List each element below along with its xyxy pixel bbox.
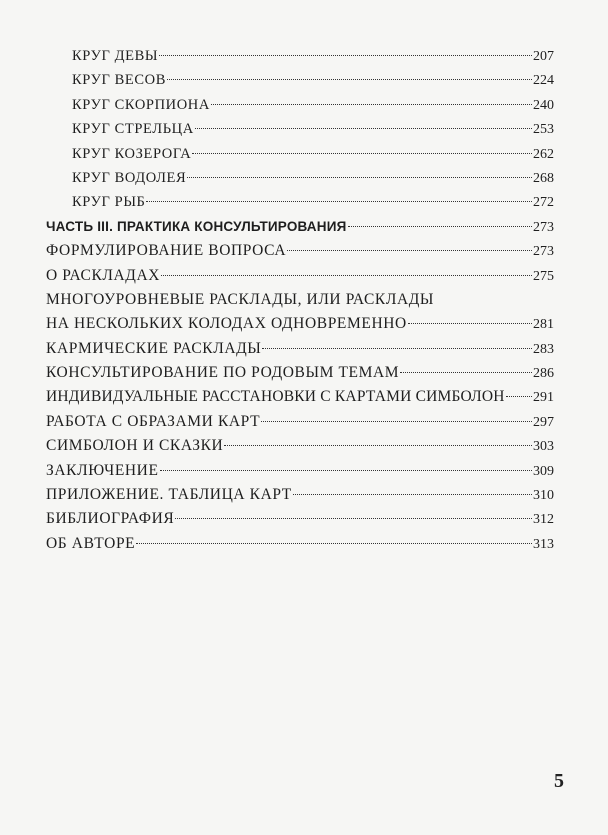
toc-entry-title: ПРИЛОЖЕНИЕ. ТАБЛИЦА КАРТ (46, 486, 292, 504)
toc-entry-page: 273 (533, 244, 554, 260)
toc-entry-title: МНОГОУРОВНЕВЫЕ РАСКЛАДЫ, ИЛИ РАСКЛАДЫ (46, 290, 435, 308)
dot-leader (293, 494, 532, 495)
toc-entry-page: 291 (533, 390, 554, 406)
toc-entry-title: КАРМИЧЕСКИЕ РАСКЛАДЫ (46, 339, 262, 357)
toc-entry (46, 93, 554, 117)
page-number: 5 (554, 770, 564, 792)
toc-entry-page: 272 (533, 195, 554, 211)
dot-leader (195, 128, 532, 129)
toc-entry (46, 532, 554, 556)
toc-entry-title: КРУГ РЫБ (72, 194, 146, 211)
toc-entry-page: 312 (533, 512, 554, 528)
toc-entry-page: 281 (533, 317, 554, 333)
toc-entry (46, 337, 554, 361)
toc-entry-title: БИБЛИОГРАФИЯ (46, 510, 175, 528)
dot-leader (506, 396, 532, 397)
dot-leader (224, 445, 532, 446)
toc-entry (46, 459, 554, 483)
dot-leader (408, 323, 532, 324)
toc-entry-title: КОНСУЛЬТИРОВАНИЕ ПО РОДОВЫМ ТЕМАМ (46, 364, 400, 382)
toc-entry-title: КРУГ ВЕСОВ (72, 72, 166, 89)
toc-entry-page: 297 (533, 414, 554, 430)
dot-leader (167, 79, 532, 80)
toc-entry-title: ЧАСТЬ III. ПРАКТИКА КОНСУЛЬТИРОВАНИЯ (46, 218, 347, 234)
toc-entry-title: КРУГ ДЕВЫ (72, 48, 159, 64)
toc-entry-title: КРУГ ВОДОЛЕЯ (72, 169, 187, 186)
toc-entry (46, 507, 554, 531)
dot-leader (159, 55, 532, 56)
toc-entry (46, 312, 554, 336)
toc-entry-title: КРУГ КОЗЕРОГА (72, 145, 192, 162)
toc-entry-title: ОБ АВТОРЕ (46, 534, 136, 552)
toc-entry-page: 310 (533, 488, 554, 504)
toc-entry (46, 239, 554, 263)
toc-entry (46, 434, 554, 458)
toc-entry (46, 142, 554, 166)
toc-entry (46, 264, 554, 288)
dot-leader (160, 470, 532, 471)
toc-entry-title: НА НЕСКОЛЬКИХ КОЛОДАХ ОДНОВРЕМЕННО (46, 315, 407, 333)
toc-entry-page: 207 (533, 49, 554, 64)
toc-entry-page: 309 (533, 463, 554, 479)
toc-entry (46, 385, 554, 409)
toc-entry (46, 44, 554, 68)
dot-leader (161, 275, 532, 276)
toc-entry-title: ФОРМУЛИРОВАНИЕ ВОПРОСА (46, 242, 287, 260)
toc-entry-page: 313 (533, 536, 554, 552)
dot-leader (287, 250, 532, 251)
toc-entry-page: 253 (533, 122, 554, 138)
toc-entry-title: О РАСКЛАДАХ (46, 266, 161, 284)
toc-entry (46, 166, 554, 190)
toc-entry (46, 190, 554, 214)
toc-entry-title: ИНДИВИДУАЛЬНЫЕ РАССТАНОВКИ С КАРТАМИ СИМБОЛОН (46, 388, 505, 406)
toc-entry-title: КРУГ СКОРПИОНА (72, 96, 210, 113)
table-of-contents (46, 44, 554, 556)
toc-entry-page: 240 (533, 97, 554, 113)
toc-entry (46, 117, 554, 141)
dot-leader (400, 372, 532, 373)
toc-entry-title: КРУГ СТРЕЛЬЦА (72, 121, 194, 138)
dot-leader (348, 226, 532, 227)
dot-leader (262, 348, 532, 349)
toc-entry-page: 273 (533, 219, 554, 235)
toc-entry (46, 68, 554, 92)
toc-entry-page: 262 (533, 146, 554, 162)
toc-entry-page: 224 (533, 73, 554, 89)
toc-entry-page: 268 (533, 170, 554, 186)
toc-entry (46, 483, 554, 507)
dot-leader (136, 543, 532, 544)
toc-entry (46, 361, 554, 385)
toc-entry-line (46, 288, 554, 312)
toc-entry-page: 286 (533, 366, 554, 382)
dot-leader (175, 518, 532, 519)
toc-entry-page: 303 (533, 439, 554, 455)
toc-entry-title: ЗАКЛЮЧЕНИЕ (46, 461, 159, 479)
dot-leader (192, 153, 532, 154)
dot-leader (211, 104, 532, 105)
toc-entry-page: 283 (533, 341, 554, 357)
toc-part-heading (46, 215, 554, 239)
dot-leader (146, 201, 532, 202)
toc-entry-title: СИМБОЛОН И СКАЗКИ (46, 437, 224, 455)
toc-entry (46, 410, 554, 434)
dot-leader (261, 421, 532, 422)
toc-entry-page: 275 (533, 268, 554, 284)
toc-entry-title: РАБОТА С ОБРАЗАМИ КАРТ (46, 412, 261, 430)
dot-leader (187, 177, 532, 178)
